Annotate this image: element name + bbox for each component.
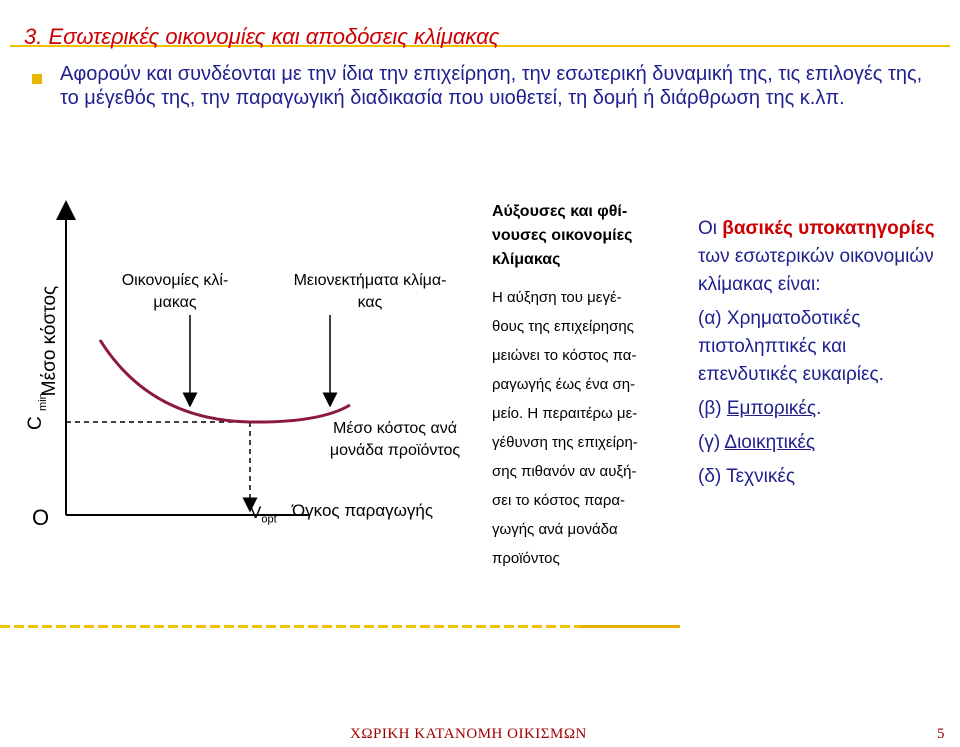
economies-label: Οικονομίες κλί- μακας (121, 272, 229, 311)
x-axis-label: Όγκος παραγωγής (292, 501, 434, 520)
avg-cost-label: Μέσο κόστος ανά μονάδα προϊόντος (329, 420, 461, 459)
item-financial: (α) Χρηματοδοτικές πιστοληπτικές και επενδυτικές ευκαιρίες. (698, 308, 884, 385)
intro-text: Αφορούν και συνδέονται με την ίδια την επιχείρηση, την εσωτερική δυναμική της, τις επιλογές της, το μέγεθός της, την παραγωγική διαδικασία που υιοθετεί, τη δομή ή διάρθρωση της κ.λπ. (60, 63, 923, 109)
subcategories-intro: Οι βασικές υποκατηγορίες των εσωτερικών οικονομιών κλίμακας είναι: (698, 218, 935, 295)
item-technical: (δ) Τεχνικές (698, 466, 795, 487)
diseconomies-label: Μειονεκτήματα κλίμα- κας (293, 272, 447, 311)
divider-dashed (0, 625, 580, 628)
item-commercial: (β) Εμπορικές. (698, 398, 822, 419)
footer-text: ΧΩΡΙΚΗ ΚΑΤΑΝΟΜΗ ΟΙΚΙΣΜΩΝ (350, 726, 587, 742)
page-number: 5 (937, 726, 945, 742)
cmin-label: C $_{min}$ (25, 393, 49, 430)
item-administrative: (γ) Διοικητικές (698, 432, 816, 453)
y-axis-label: Μέσο κόστος (39, 285, 60, 397)
middle-heading: Αύξουσες και φθί- νουσες οικονομίες κλίμακας (492, 203, 633, 268)
middle-body: Η αύξηση του μεγέ- θους της επιχείρησης μειώνει το κόστος πα- ραγωγής έως ένα ση- μείο. Η περαιτέρω με- γέθυνση της επιχείρη- σης πιθανόν αν αυξή- σει το κόστος παρα- γωγής ανά μονάδα προϊόντος (492, 289, 638, 567)
slide-title: 3. Εσωτερικές οικονομίες και αποδόσεις κλίμακας (24, 24, 500, 49)
divider-solid (580, 625, 680, 628)
subcategories-panel (698, 215, 948, 491)
vopt-label: $V_{opt}$ (250, 503, 277, 526)
average-cost-curve (100, 340, 350, 422)
origin-label: O (32, 505, 50, 530)
